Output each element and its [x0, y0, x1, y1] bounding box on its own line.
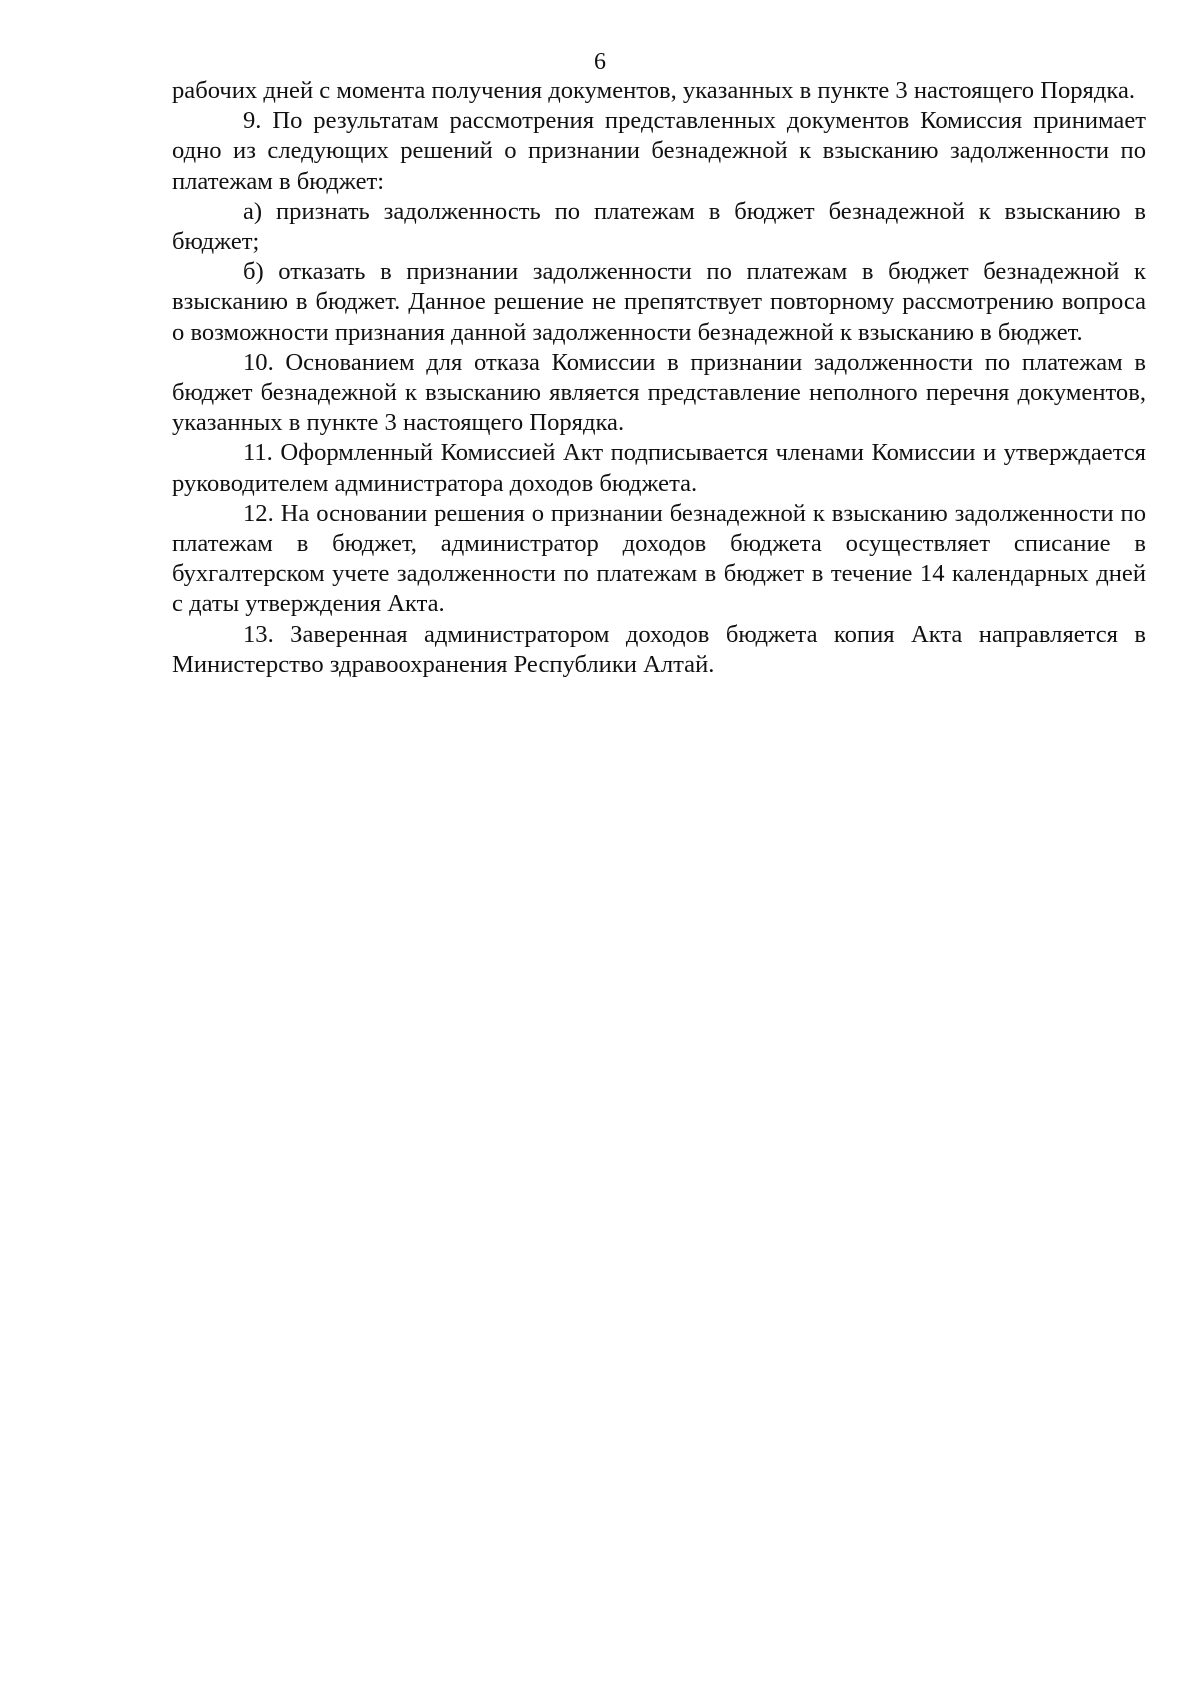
- paragraph-10: 10. Основанием для отказа Комиссии в признании задолженности по платежам в бюджет безнадежной к взысканию является представление неполного перечня документов, указанных в пункте 3 настоящего Порядка.: [172, 348, 1146, 437]
- paragraph-9b: б) отказать в признании задолженности по платежам в бюджет безнадежной к взысканию в бюджет. Данное решение не препятствует повторному рассмотрению вопроса о возможности признания данной задолженности безнадежной к взысканию в бюджет.: [172, 258, 1146, 346]
- paragraph-9: 9. По результатам рассмотрения представленных документов Комиссия принимает одно из следующих решений о признании безнадежной к взысканию задолженности по платежам в бюджет:: [172, 107, 1146, 195]
- paragraph-13: 13. Заверенная администратором доходов бюджета копия Акта направляется в Министерство здравоохранения Республики Алтай.: [172, 620, 1146, 678]
- paragraph-continuation: рабочих дней с момента получения документов, указанных в пункте 3 настоящего Порядка.: [172, 77, 1136, 104]
- document-body: [172, 76, 1146, 680]
- paragraph-12: 12. На основании решения о признании безнадежной к взысканию задолженности по платежам в бюджет, администратор доходов бюджета осуществляет списание в бухгалтерском учете задолженности по платежам в бюджет в течение 14 календарных дней с даты утверждения Акта.: [172, 499, 1146, 618]
- paragraph-9a: а) признать задолженность по платежам в бюджет безнадежной к взысканию в бюджет;: [172, 197, 1146, 256]
- page-number: 6: [594, 49, 606, 75]
- paragraph-11: 11. Оформленный Комиссией Акт подписывается членами Комиссии и утверждается руководителем администратора доходов бюджета.: [172, 439, 1146, 497]
